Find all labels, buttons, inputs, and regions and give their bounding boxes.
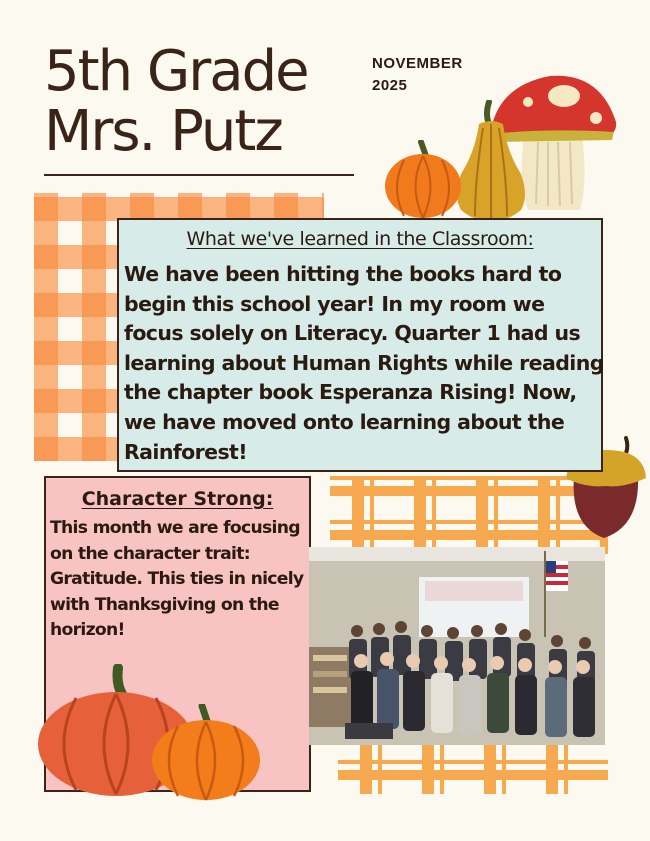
tartan-plaid-decoration-bottom (338, 740, 608, 794)
class-photo (309, 547, 605, 745)
issue-month: NOVEMBER (372, 55, 463, 72)
pumpkin-icon (150, 704, 262, 802)
character-heading: Character Strong: (81, 488, 274, 510)
title-line-teacher: Mrs. Putz (44, 99, 282, 164)
classroom-body: We have been hitting the books hard to begin this school year! In my room we focus solely on Literacy. Quarter 1 had us learning about Human Rights while reading the chapter book Esperanza Rising! Now, we have moved onto learning about the Rainforest! (124, 262, 604, 464)
classroom-section (117, 218, 603, 472)
gourd-icon (453, 100, 529, 222)
character-body: This month we are focusing on the character trait: Gratitude. This ties in nicely with Thanksgiving on the horizon! (50, 518, 304, 641)
title-divider (44, 174, 354, 176)
issue-year: 2025 (372, 77, 408, 94)
title-line-grade: 5th Grade (44, 39, 308, 104)
classroom-heading: What we've learned in the Classroom: (186, 228, 534, 250)
pumpkin-icon (384, 140, 462, 220)
